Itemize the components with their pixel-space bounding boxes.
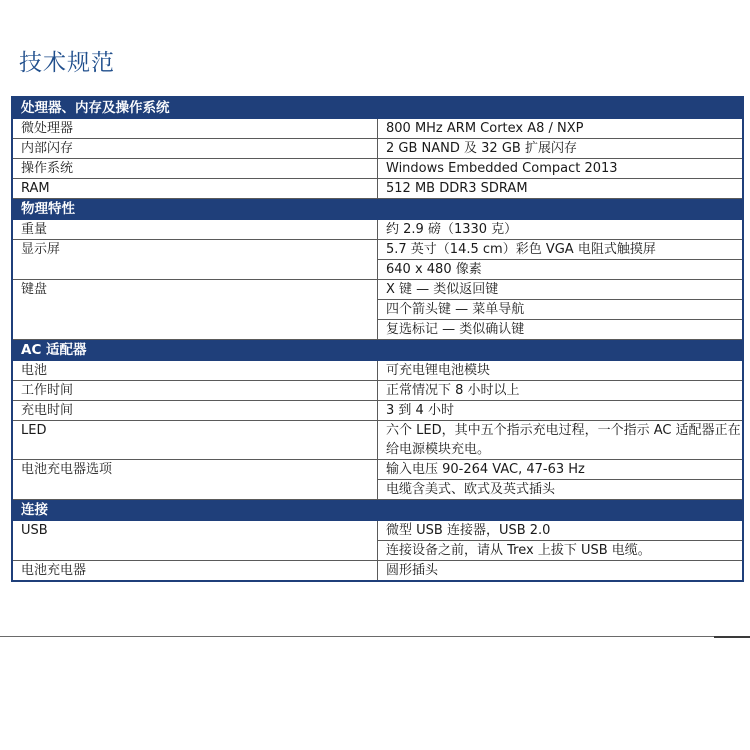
section-heading: AC 适配器 bbox=[12, 340, 743, 361]
table-row bbox=[12, 381, 743, 401]
spec-value bbox=[378, 561, 744, 582]
spec-value-line: 复选标记 — 类似确认键 bbox=[378, 319, 742, 339]
spec-label: 电池充电器选项 bbox=[12, 460, 378, 500]
page-title: 技术规范 bbox=[19, 50, 115, 76]
section-header-row bbox=[12, 199, 743, 220]
table-row bbox=[12, 561, 743, 582]
spec-label: 电池充电器 bbox=[12, 561, 378, 582]
spec-label: 微处理器 bbox=[12, 119, 378, 139]
section-heading: 物理特性 bbox=[12, 199, 743, 220]
spec-value bbox=[378, 280, 744, 340]
spec-value bbox=[378, 119, 744, 139]
table-row bbox=[12, 421, 743, 460]
spec-value-line: 800 MHz ARM Cortex A8 / NXP bbox=[386, 121, 584, 136]
spec-value-line: 可充电锂电池模块 bbox=[386, 363, 491, 378]
spec-label: 内部闪存 bbox=[12, 139, 378, 159]
spec-value-line: 微型 USB 连接器，USB 2.0 bbox=[386, 523, 551, 538]
table-row bbox=[12, 361, 743, 381]
spec-value-line: 六个 LED，其中五个指示充电过程，一个指示 AC 适配器正在给电源模块充电。 bbox=[386, 423, 741, 457]
spec-value-line: 圆形插头 bbox=[386, 563, 439, 578]
table-row bbox=[12, 280, 743, 340]
table-row bbox=[12, 220, 743, 240]
spec-value-line: 连接设备之前，请从 Trex 上拔下 USB 电缆。 bbox=[378, 540, 742, 560]
spec-label: LED bbox=[12, 421, 378, 460]
spec-value-line: 512 MB DDR3 SDRAM bbox=[386, 181, 528, 196]
table-row bbox=[12, 521, 743, 561]
spec-value bbox=[378, 381, 744, 401]
spec-value-line: 四个箭头键 — 菜单导航 bbox=[378, 299, 742, 319]
footer-page-mark bbox=[714, 636, 750, 638]
spec-value-line: 输入电压 90-264 VAC, 47-63 Hz bbox=[386, 462, 585, 477]
spec-value bbox=[378, 361, 744, 381]
spec-label: USB bbox=[12, 521, 378, 561]
table-row bbox=[12, 460, 743, 500]
spec-value bbox=[378, 159, 744, 179]
spec-value-line: 3 到 4 小时 bbox=[386, 403, 454, 418]
section-header-row bbox=[12, 500, 743, 521]
spec-value-line: 电缆含美式、欧式及英式插头 bbox=[378, 479, 742, 499]
table-row bbox=[12, 159, 743, 179]
table-row bbox=[12, 240, 743, 280]
spec-label: 操作系统 bbox=[12, 159, 378, 179]
table-row bbox=[12, 179, 743, 199]
spec-value bbox=[378, 401, 744, 421]
spec-label: 电池 bbox=[12, 361, 378, 381]
spec-label: RAM bbox=[12, 179, 378, 199]
footer-divider bbox=[0, 636, 750, 637]
section-heading: 处理器、内存及操作系统 bbox=[12, 97, 743, 119]
section-header-row bbox=[12, 97, 743, 119]
spec-label: 充电时间 bbox=[12, 401, 378, 421]
spec-value-line: 2 GB NAND 及 32 GB 扩展闪存 bbox=[386, 141, 577, 156]
spec-label: 重量 bbox=[12, 220, 378, 240]
table-row bbox=[12, 119, 743, 139]
spec-value-line: X 键 — 类似返回键 bbox=[386, 282, 499, 297]
spec-value-line: 约 2.9 磅（1330 克） bbox=[386, 222, 518, 237]
spec-value bbox=[378, 421, 744, 460]
spec-value-line: 640 x 480 像素 bbox=[378, 259, 742, 279]
spec-value bbox=[378, 240, 744, 280]
spec-table-body bbox=[12, 97, 743, 581]
spec-label: 显示屏 bbox=[12, 240, 378, 280]
spec-label: 键盘 bbox=[12, 280, 378, 340]
spec-value-line: Windows Embedded Compact 2013 bbox=[386, 161, 618, 176]
spec-table bbox=[11, 96, 744, 582]
spec-value bbox=[378, 220, 744, 240]
section-heading: 连接 bbox=[12, 500, 743, 521]
spec-value bbox=[378, 179, 744, 199]
spec-value-line: 5.7 英寸（14.5 cm）彩色 VGA 电阻式触摸屏 bbox=[386, 242, 656, 257]
section-header-row bbox=[12, 340, 743, 361]
spec-value bbox=[378, 460, 744, 500]
table-row bbox=[12, 139, 743, 159]
spec-value-line: 正常情况下 8 小时以上 bbox=[386, 383, 520, 398]
spec-value bbox=[378, 139, 744, 159]
table-row bbox=[12, 401, 743, 421]
spec-value bbox=[378, 521, 744, 561]
spec-label: 工作时间 bbox=[12, 381, 378, 401]
